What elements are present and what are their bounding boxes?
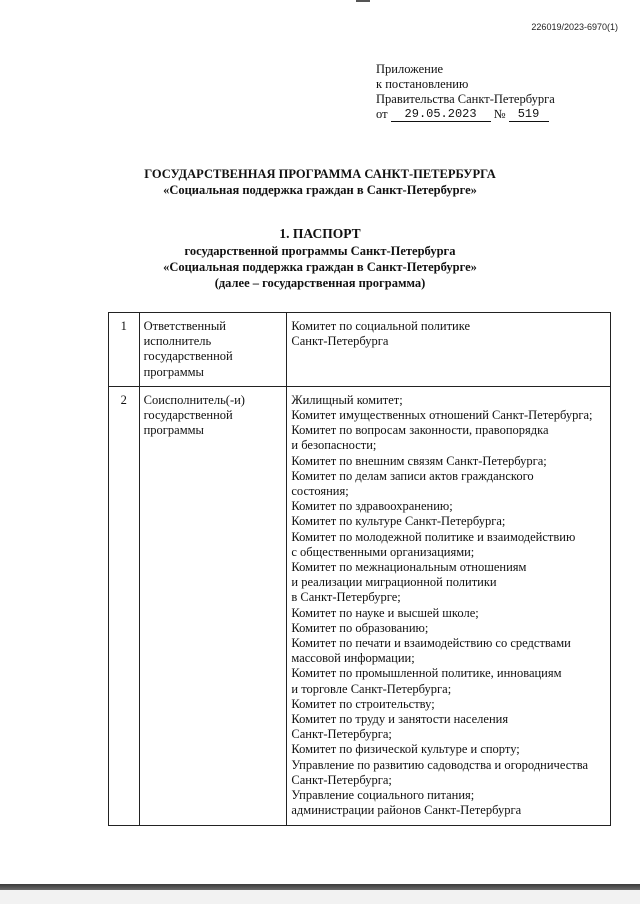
value-line: Санкт-Петербурга;: [291, 727, 392, 742]
row-number: 2: [109, 386, 140, 825]
value-line: Комитет по здравоохранению;: [291, 499, 453, 514]
number-label: №: [493, 107, 506, 121]
passport-heading: 1. ПАСПОРТ: [279, 226, 361, 241]
appendix-line-1: Приложение: [376, 62, 444, 76]
value-line: Жилищный комитет;: [291, 392, 403, 407]
passport-line-3: (далее – государственная программа): [214, 276, 426, 290]
value-line: Комитет по вопросам законности, правопорядка: [291, 423, 549, 438]
row-parameter: [139, 386, 287, 825]
value-line: Комитет по промышленной политике, инновациям: [291, 666, 562, 681]
value-line: Санкт-Петербурга;: [291, 772, 392, 787]
scan-top-mark: [356, 0, 370, 2]
table-row: [109, 313, 611, 387]
row-number: 1: [109, 313, 140, 387]
value-line: Комитет по труду и занятости населения: [291, 712, 509, 727]
value-line: и безопасности;: [291, 438, 377, 453]
decree-date: 29.05.2023: [391, 108, 491, 122]
parameter-line: государственной: [143, 408, 233, 423]
value-line: Комитет по печати и взаимодействию со средствами: [291, 636, 571, 651]
value-line: Комитет имущественных отношений Санкт-Петербурга;: [291, 408, 593, 423]
value-line: Комитет по образованию;: [291, 620, 429, 635]
value-line: Санкт-Петербурга: [291, 334, 389, 349]
document-number: 226019/2023-6970(1): [531, 22, 618, 32]
value-line: Управление социального питания;: [291, 788, 475, 803]
decree-date-number: [376, 107, 616, 122]
value-line: состояния;: [291, 484, 349, 499]
date-prefix: от: [376, 107, 388, 121]
appendix-line-3: Правительства Санкт-Петербурга: [376, 92, 555, 106]
table-row: [109, 386, 611, 825]
value-line: Комитет по культуре Санкт-Петербурга;: [291, 514, 506, 529]
row-value: [287, 386, 611, 825]
value-line: Комитет по межнациональным отношениям: [291, 560, 527, 575]
program-title-block: [0, 166, 640, 198]
value-line: массовой информации;: [291, 651, 415, 666]
parameter-line: исполнитель: [143, 334, 212, 349]
value-line: Комитет по строительству;: [291, 696, 435, 711]
passport-line-1: государственной программы Санкт-Петербурга: [184, 244, 456, 258]
decree-number: 519: [509, 108, 549, 122]
scan-bottom-margin: [0, 890, 640, 904]
row-parameter: [139, 313, 287, 387]
parameter-line: государственной: [143, 349, 233, 364]
value-line: Управление по развитию садоводства и огородничества: [291, 757, 588, 772]
value-line: Комитет по науке и высшей школе;: [291, 605, 479, 620]
parameter-line: Соисполнитель(-и): [143, 392, 245, 407]
value-line: администрации районов Санкт-Петербурга: [291, 803, 522, 818]
value-line: в Санкт-Петербурге;: [291, 590, 401, 605]
passport-title-block: [0, 226, 640, 291]
value-line: Комитет по физической культуре и спорту;: [291, 742, 520, 757]
value-line: Комитет по внешним связям Санкт-Петербурга;: [291, 453, 547, 468]
program-title: ГОСУДАРСТВЕННАЯ ПРОГРАММА САНКТ-ПЕТЕРБУРГА: [144, 167, 496, 181]
appendix-block: [376, 62, 616, 122]
value-line: и реализации миграционной политики: [291, 575, 497, 590]
passport-line-2: «Социальная поддержка граждан в Санкт-Петербурге»: [163, 260, 477, 274]
value-line: с общественными организациями;: [291, 544, 475, 559]
program-subtitle: «Социальная поддержка граждан в Санкт-Петербурге»: [163, 183, 477, 197]
value-line: Комитет по делам записи актов гражданского: [291, 468, 534, 483]
value-line: Комитет по социальной политике: [291, 319, 471, 333]
parameter-line: программы: [143, 423, 204, 438]
parameter-line: программы: [143, 364, 204, 379]
row-value: [287, 313, 611, 387]
parameter-line: Ответственный: [143, 319, 226, 333]
value-line: Комитет по молодежной политике и взаимодействию: [291, 529, 576, 544]
passport-table: [108, 312, 611, 826]
value-line: и торговле Санкт-Петербурга;: [291, 681, 452, 696]
appendix-line-2: к постановлению: [376, 77, 469, 91]
